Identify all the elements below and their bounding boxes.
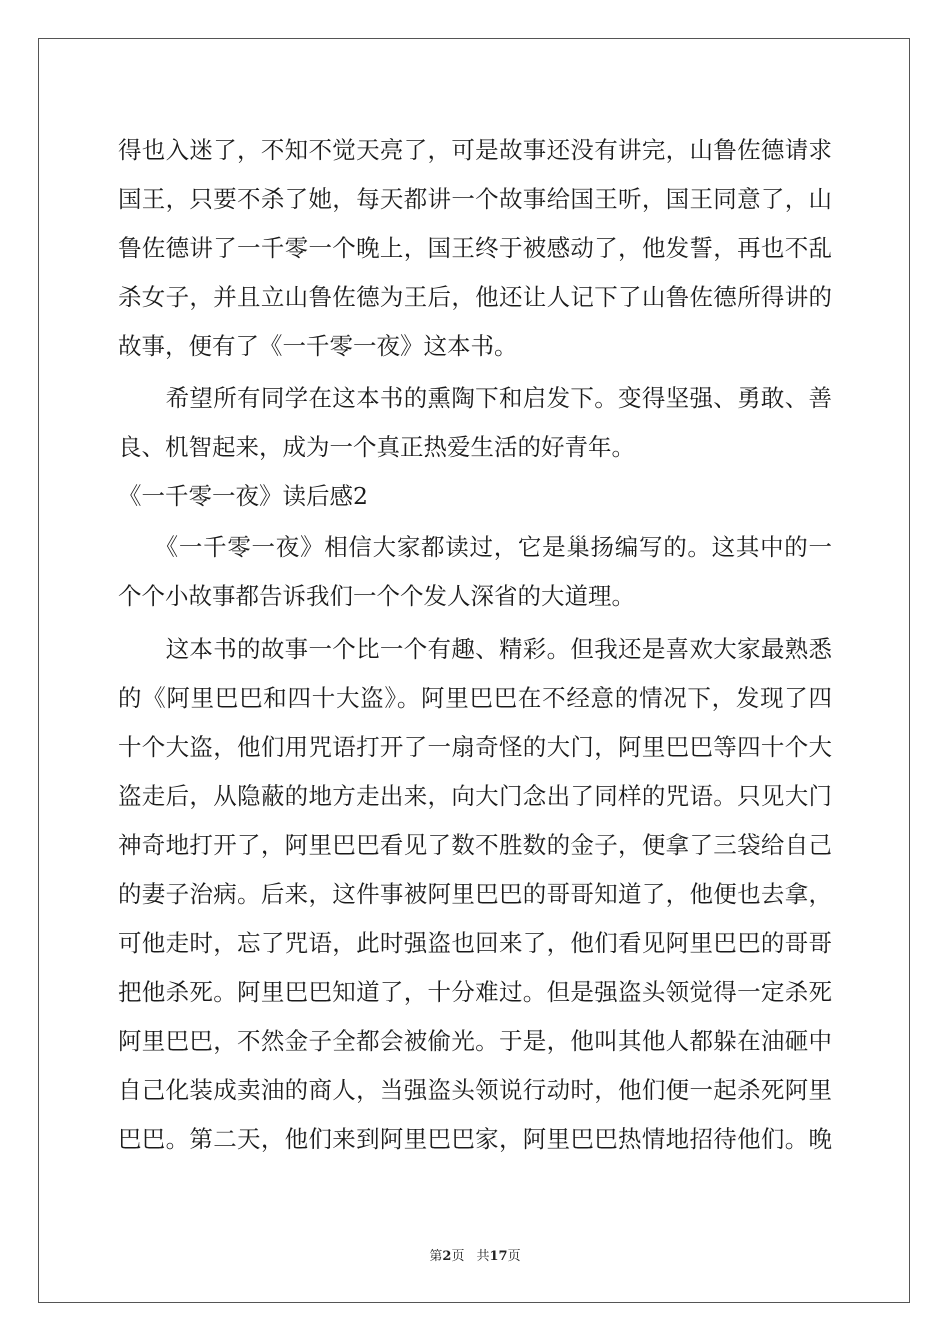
paragraph-line: 国王，只要不杀了她，每天都讲一个故事给国王听，国王同意了，山 <box>118 185 832 213</box>
paragraph-line: 巴巴。第二天，他们来到阿里巴巴家，阿里巴巴热情地招待他们。晚 <box>118 1125 832 1153</box>
paragraph-line: 个个小故事都告诉我们一个个发人深省的大道理。 <box>118 582 635 610</box>
page-label-suffix: 页 <box>451 1249 465 1264</box>
paragraph-line: 的妻子治病。后来，这件事被阿里巴巴的哥哥知道了，他便也去拿， <box>118 880 832 908</box>
paragraph-line: 杀女子，并且立山鲁佐德为王后，他还让人记下了山鲁佐德所得讲的 <box>118 283 832 311</box>
paragraph-line: 十个大盗，他们用咒语打开了一扇奇怪的大门，阿里巴巴等四十个大 <box>118 733 832 761</box>
paragraph-line: 故事，便有了《一千零一夜》这本书。 <box>118 332 518 360</box>
paragraph-line: 这本书的故事一个比一个有趣、精彩。但我还是喜欢大家最熟悉 <box>118 635 832 663</box>
page-number: 2 <box>442 1249 452 1264</box>
paragraph-line: 希望所有同学在这本书的熏陶下和启发下。变得坚强、勇敢、善 <box>118 384 832 412</box>
paragraph-line: 鲁佐德讲了一千零一个晚上，国王终于被感动了，他发誓，再也不乱 <box>118 234 832 262</box>
total-label-suffix: 页 <box>507 1249 521 1264</box>
total-pages: 17 <box>489 1249 508 1264</box>
paragraph-line: 得也入迷了，不知不觉天亮了，可是故事还没有讲完，山鲁佐德请求 <box>118 136 832 164</box>
paragraph-line: 把他杀死。阿里巴巴知道了，十分难过。但是强盗头领觉得一定杀死 <box>118 978 832 1006</box>
paragraph-line: 《一千零一夜》相信大家都读过，它是巢扬编写的。这其中的一 <box>118 533 832 561</box>
paragraph-line: 神奇地打开了，阿里巴巴看见了数不胜数的金子，便拿了三袋给自己 <box>118 831 832 859</box>
paragraph-line: 的《阿里巴巴和四十大盗》。阿里巴巴在不经意的情况下，发现了四 <box>118 684 832 712</box>
paragraph-line: 可他走时，忘了咒语，此时强盗也回来了，他们看见阿里巴巴的哥哥 <box>118 929 832 957</box>
page-label-prefix: 第 <box>429 1249 443 1264</box>
page-footer <box>0 1245 950 1264</box>
paragraph-line: 良、机智起来，成为一个真正热爱生活的好青年。 <box>118 433 635 461</box>
paragraph-line: 盗走后，从隐蔽的地方走出来，向大门念出了同样的咒语。只见大门 <box>118 782 832 810</box>
paragraph-line: 阿里巴巴，不然金子全都会被偷光。于是，他叫其他人都躲在油砸中 <box>118 1027 832 1055</box>
paragraph-line: 自己化装成卖油的商人，当强盗头领说行动时，他们便一起杀死阿里 <box>118 1076 832 1104</box>
section-heading: 《一千零一夜》读后感2 <box>118 482 368 510</box>
total-label-prefix: 共 <box>476 1249 490 1264</box>
